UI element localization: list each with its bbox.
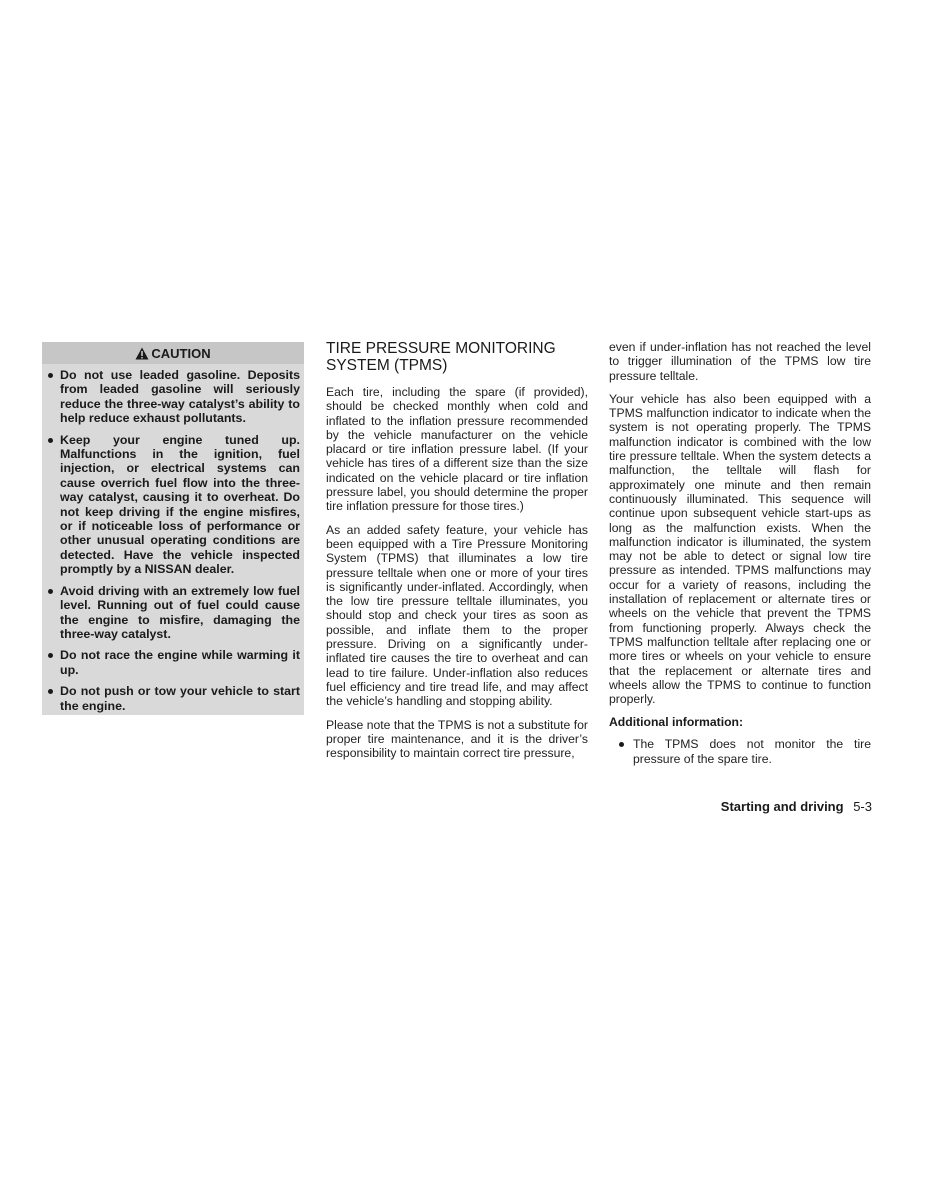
caution-item: Do not use leaded gasoline. Deposits from leaded gasoline will seriously reduce the three-way catalyst’s ability to help reduce exhaust pollutants. — [46, 368, 300, 426]
caution-item: Keep your engine tuned up. Malfunctions in the ignition, fuel injection, or electrical systems can cause overrich fuel flow into the three-way catalyst, causing it to overheat. Do not keep driving if the engine misfires, or if noticeable loss of performance or other unusual operating conditions are detected. Have the vehicle inspected promptly by a NISSAN dealer. — [46, 433, 300, 577]
caution-item: Do not race the engine while warming it up. — [46, 648, 300, 677]
tpms-column-2 — [609, 340, 871, 766]
paragraph: Your vehicle has also been equipped with a TPMS malfunction indicator to indicate when the system is not operating properly. The TPMS malfunction indicator is combined with the low tire pressure telltale. When the system detects a malfunction, the telltale will flash for approximately one minute and then remain continuously illuminated. This sequence will continue upon subsequent vehicle start-ups as long as the malfunction exists. When the malfunction indicator is illuminated, the system may not be able to detect or signal low tire pressure as intended. TPMS malfunctions may occur for a variety of reasons, including the installation of replacement or alternate tires or wheels on the vehicle that prevent the TPMS from functioning properly. Always check the TPMS malfunction telltale after replacing one or more tires or wheels on your vehicle to ensure that the replacement or alternate tires and wheels allow the TPMS to continue to function properly. — [609, 391, 871, 707]
page-number: 5-3 — [853, 799, 872, 814]
additional-info-list — [609, 737, 871, 766]
paragraph: Please note that the TPMS is not a substitute for proper tire maintenance, and it is the driver’s responsibility to maintain correct tire pressure, — [326, 717, 588, 761]
caution-list — [42, 364, 304, 713]
tpms-column-1 — [326, 340, 588, 769]
footer-section-name: Starting and driving — [720, 799, 844, 814]
additional-info-item: The TPMS does not monitor the tire pressure of the spare tire. — [633, 737, 871, 766]
caution-item: Do not push or tow your vehicle to start the engine. — [46, 684, 300, 713]
caution-header — [42, 342, 304, 364]
additional-info-heading: Additional information: — [609, 715, 744, 730]
section-title: TIRE PRESSURE MONITORING SYSTEM (TPMS) — [326, 340, 556, 374]
paragraph: As an added safety feature, your vehicle has been equipped with a Tire Pressure Monitoring System (TPMS) that illuminates a low tire pressure telltale when one or more of your tires is significantly under-inflated. Accordingly, when the low tire pressure telltale illuminates, you should stop and check your tires as soon as possible, and inflate them to the proper pressure. Driving on a significantly under-inflated tire causes the tire to overheat and can lead to tire failure. Under-inflation also reduces fuel efficiency and tire tread life, and may affect the vehicle’s handling and stopping ability. — [326, 522, 588, 709]
caution-box — [42, 342, 304, 715]
caution-title: CAUTION — [151, 345, 211, 361]
paragraph: even if under-inflation has not reached the level to trigger illumination of the TPMS low tire pressure telltale. — [609, 340, 871, 383]
paragraph: Each tire, including the spare (if provided), should be checked monthly when cold and inflated to the inflation pressure recommended by the vehicle manufacturer on the vehicle placard or tire inflation pressure label. (If your vehicle has tires of a different size than the size indicated on the vehicle placard or tire inflation pressure label, you should determine the proper tire inflation pressure for those tires.) — [326, 385, 588, 514]
caution-item: Avoid driving with an extremely low fuel level. Running out of fuel could cause the engine to misfire, damaging the three-way catalyst. — [46, 584, 300, 642]
page-footer — [721, 799, 872, 814]
warning-triangle-icon — [135, 347, 149, 360]
